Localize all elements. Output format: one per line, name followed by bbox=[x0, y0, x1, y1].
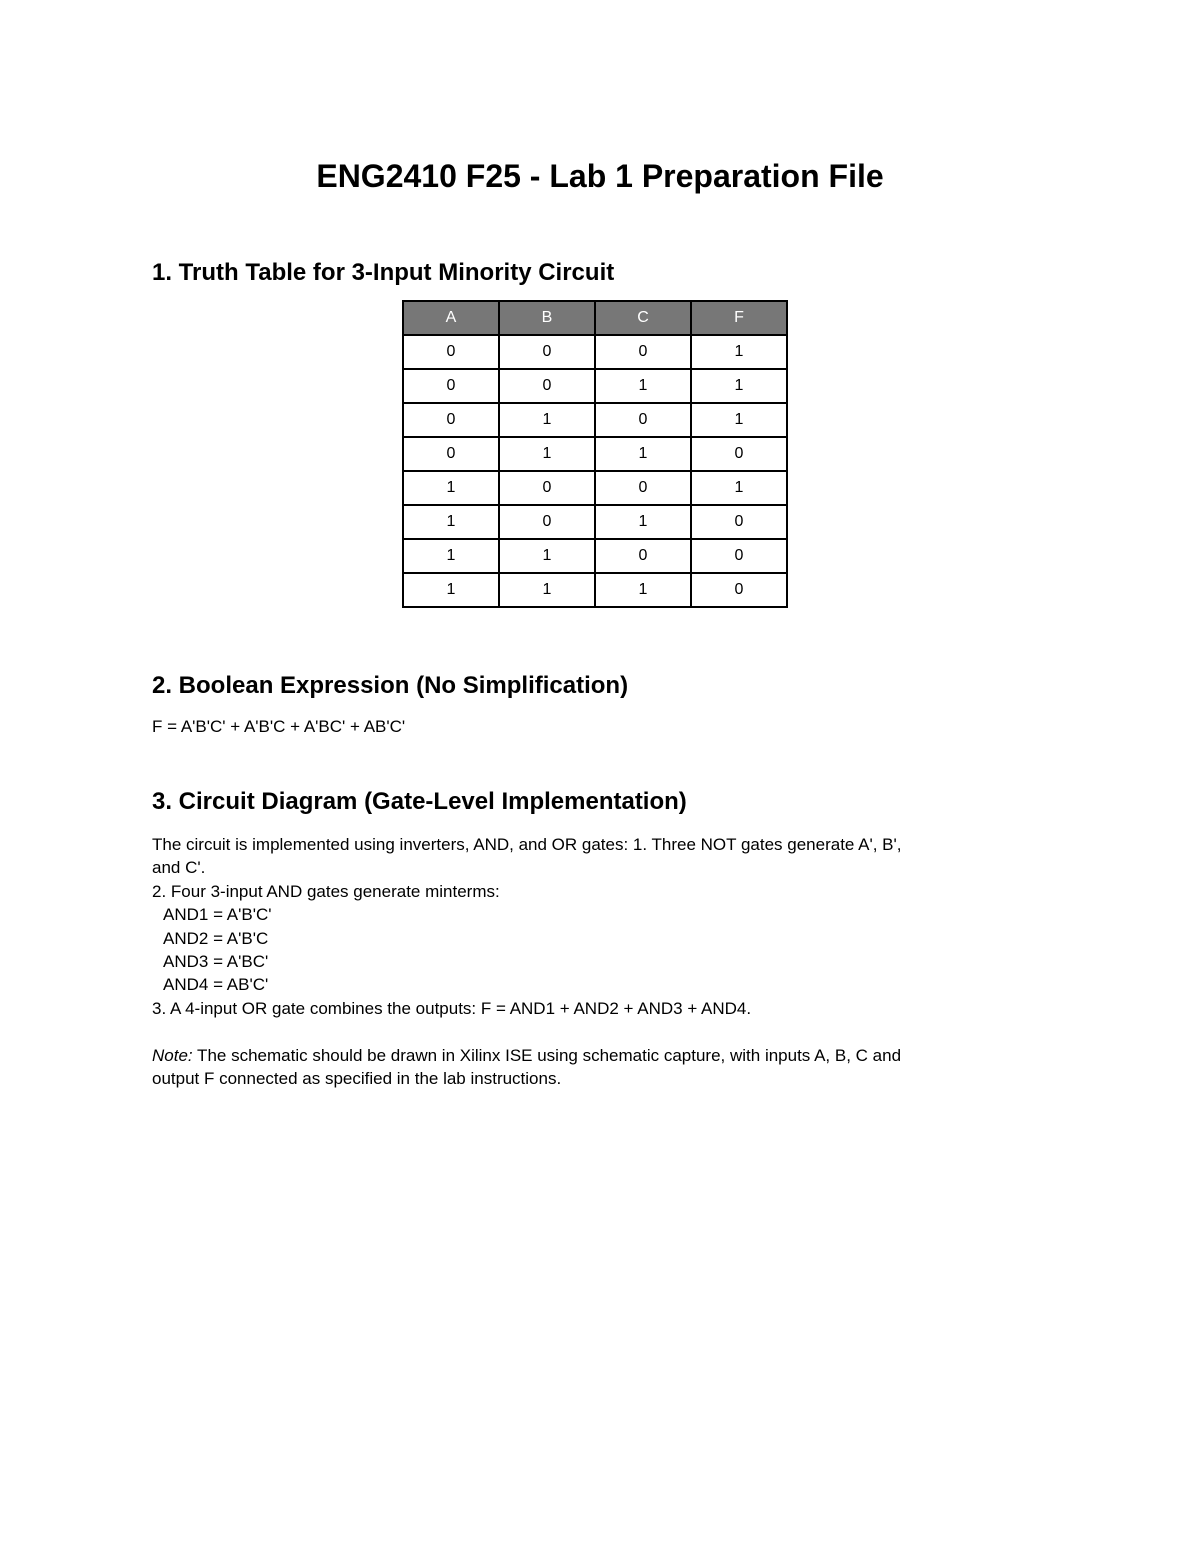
description-line: 2. Four 3-input AND gates generate minterms: bbox=[152, 881, 500, 901]
table-cell: 1 bbox=[691, 369, 787, 403]
note-line bbox=[152, 1044, 1032, 1067]
table-cell: 0 bbox=[691, 437, 787, 471]
table-cell: 1 bbox=[691, 403, 787, 437]
section-1-heading: 1. Truth Table for 3-Input Minority Circuit bbox=[152, 259, 615, 286]
table-cell: 1 bbox=[403, 539, 499, 573]
column-header-f: F bbox=[691, 301, 787, 335]
column-header-c: C bbox=[595, 301, 691, 335]
table-row bbox=[403, 335, 787, 369]
description-line: The circuit is implemented using inverters, AND, and OR gates: 1. Three NOT gates generate A', B', bbox=[152, 835, 902, 854]
minterm-line: AND3 = A'BC' bbox=[163, 952, 269, 972]
table-cell: 0 bbox=[691, 573, 787, 607]
table-cell: 1 bbox=[595, 437, 691, 471]
table-cell: 1 bbox=[403, 573, 499, 607]
table-cell: 0 bbox=[595, 335, 691, 369]
table-cell: 0 bbox=[403, 437, 499, 471]
table-cell: 1 bbox=[499, 437, 595, 471]
note-line: output F connected as specified in the lab instructions. bbox=[152, 1069, 562, 1089]
circuit-description bbox=[152, 833, 1032, 1020]
table-cell: 1 bbox=[499, 403, 595, 437]
table-cell: 1 bbox=[595, 369, 691, 403]
table-cell: 0 bbox=[499, 369, 595, 403]
description-line: and C'. bbox=[152, 858, 206, 878]
minterm-line: AND1 = A'B'C' bbox=[163, 905, 272, 925]
table-row bbox=[403, 471, 787, 505]
table-cell: 0 bbox=[595, 403, 691, 437]
table-cell: 1 bbox=[691, 335, 787, 369]
table-cell: 0 bbox=[499, 335, 595, 369]
table-row bbox=[403, 539, 787, 573]
table-row bbox=[403, 437, 787, 471]
table-row bbox=[403, 505, 787, 539]
table-cell: 0 bbox=[403, 335, 499, 369]
table-cell: 1 bbox=[595, 573, 691, 607]
table-cell: 0 bbox=[691, 505, 787, 539]
table-cell: 0 bbox=[595, 471, 691, 505]
table-cell: 1 bbox=[499, 539, 595, 573]
table-cell: 0 bbox=[403, 403, 499, 437]
boolean-expression: F = A'B'C' + A'B'C + A'BC' + AB'C' bbox=[152, 717, 406, 736]
truth-table bbox=[402, 300, 788, 608]
table-row bbox=[403, 403, 787, 437]
table-cell: 0 bbox=[499, 471, 595, 505]
section-2-heading: 2. Boolean Expression (No Simplification) bbox=[152, 672, 629, 699]
note-label: Note: bbox=[152, 1046, 193, 1065]
table-cell: 1 bbox=[403, 505, 499, 539]
table-cell: 1 bbox=[595, 505, 691, 539]
document-title: ENG2410 F25 - Lab 1 Preparation File bbox=[316, 158, 884, 194]
minterm-line: AND4 = AB'C' bbox=[163, 975, 269, 995]
table-cell: 0 bbox=[691, 539, 787, 573]
table-cell: 1 bbox=[403, 471, 499, 505]
table-row bbox=[403, 369, 787, 403]
note-text: The schematic should be drawn in Xilinx ISE using schematic capture, with inputs A, B, C and bbox=[192, 1046, 902, 1065]
table-cell: 0 bbox=[499, 505, 595, 539]
column-header-b: B bbox=[499, 301, 595, 335]
table-cell: 0 bbox=[595, 539, 691, 573]
description-line: 3. A 4-input OR gate combines the outputs: F = AND1 + AND2 + AND3 + AND4. bbox=[152, 998, 752, 1018]
table-cell: 1 bbox=[499, 573, 595, 607]
table-cell: 1 bbox=[691, 471, 787, 505]
column-header-a: A bbox=[403, 301, 499, 335]
truth-table-header-row bbox=[403, 301, 787, 335]
note-paragraph bbox=[152, 1044, 1032, 1091]
table-cell: 0 bbox=[403, 369, 499, 403]
section-3-heading: 3. Circuit Diagram (Gate-Level Implementation) bbox=[152, 788, 687, 815]
minterm-line: AND2 = A'B'C bbox=[163, 928, 269, 948]
table-row bbox=[403, 573, 787, 607]
